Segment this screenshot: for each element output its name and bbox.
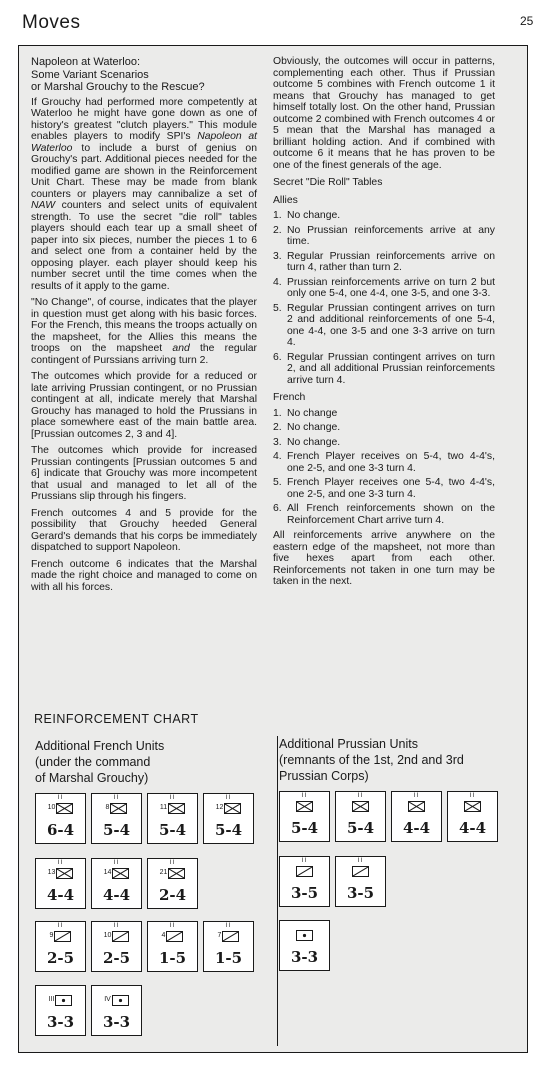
heading-line: or Marshal Grouchy to the Rescue? [31,81,205,93]
unit-symbol [92,801,141,815]
outcome-text: No change. [287,210,341,221]
unit-size-marker: II [357,858,364,864]
unit-symbol [336,799,385,813]
unit-symbol [336,864,385,878]
infantry-symbol-icon [113,869,128,878]
allies-outcome [273,210,495,222]
infantry-box [408,801,425,812]
french-unit-counter [91,985,142,1036]
unit-symbol [392,799,441,813]
cavalry-symbol-icon [55,932,70,941]
unit-strength: 1-5 [214,949,243,967]
unit-id: IV [104,996,111,1003]
unit-symbol [92,993,141,1007]
unit-symbol [280,928,329,942]
reinforcement-chart-title: REINFORCEMENT CHART [34,712,199,726]
unit-size-marker: II [169,860,176,866]
unit-symbol [36,801,85,815]
paragraph-reduced: The outcomes which provide for a reduced or late arriving Prussian contingent, or no Prussian contingent at all, indicate merely that Marshal Grouchy has managed to hold the Prussians in place somewhere east of the main battle area. [Prussian outcomes 2, 3 and 4]. [31,371,257,440]
paragraph-french-6: French outcome 6 indicates that the Marshal made the right choice and managed to come on with all his forces. [31,558,257,593]
prussian-unit-counter [279,856,330,907]
french-units-heading [35,738,255,786]
french-unit-counter [203,921,254,972]
allies-outcome [273,277,495,300]
heading-line: (under the command [35,755,151,769]
french-outcome [273,503,495,526]
section-title: Moves [22,12,81,33]
prussian-unit-counter [279,920,330,971]
french-outcome [273,437,495,449]
unit-size-marker: II [113,795,120,801]
cavalry-box [222,931,239,942]
cavalry-box [166,931,183,942]
unit-size-marker: II [413,793,420,799]
paragraph-intro: If Grouchy had performed more competently at Waterloo he might have gone down as one of history's greatest "clutch players." This module enables players to modify SPI's Napoleon at Waterloo to include a burst of genius on Grouchy's part. Additional pieces needed for the modified game are shown in the Reinforcement Unit Chart. These may be made from blank counters or players may cannibalize a set of NAW counters and select units of equivalent strength. To use the secret "die roll" tables players should each tear up a small sheet of paper into six pieces, number the pieces 1 to 6 and select one from a container held by the opposing player. each player should keep his number secret until the time comes when the results of it apply to the game. [31,96,257,292]
paragraph-increased: The outcomes which provide for increased Prussian contingents [Prussian outcomes 5 and 6] indicate that Grouchy was more incompetent that usual and managed to let all of the Prussians slip through his fingers. [31,445,257,502]
unit-size-marker: II [113,860,120,866]
unit-id: 10 [47,804,56,811]
french-list [273,408,495,527]
infantry-box [56,803,73,814]
unit-id: 10 [103,932,112,939]
paragraph-french-4-5: French outcomes 4 and 5 provide for the possibility that Grouchy heeded General Gerard's demands that his corps be immediately dispatched to support Napoleon. [31,507,257,553]
infantry-symbol-icon [353,802,368,811]
outcome-number: 5. [273,302,282,314]
allies-label: Allies [273,194,298,206]
artillery-symbol-icon [297,931,312,940]
unit-strength: 1-5 [158,949,187,967]
unit-strength: 2-5 [46,949,75,967]
unit-strength: 2-4 [158,886,187,904]
infantry-box [168,868,185,879]
unit-size-marker: II [57,860,64,866]
infantry-box [56,868,73,879]
unit-symbol [280,799,329,813]
unit-strength: 5-4 [346,819,375,837]
artillery-box [55,995,72,1006]
unit-symbol [148,866,197,880]
secret-tables-title: Secret "Die Roll" Tables [273,177,383,188]
unit-strength: 5-4 [290,819,319,837]
page-number: 25 [520,14,534,28]
unit-id: III [48,996,55,1003]
outcome-text: No change. [287,422,341,433]
outcome-text: Regular Prussian reinforcements arrive on turn 4, rather than turn 2. [287,250,495,273]
unit-size-marker: II [225,923,232,929]
left-column [31,56,257,598]
paragraph-patterns: Obviously, the outcomes will occur in patterns, complementing each other. Thus if Prussian outcome 5 combines with French outcome 1 it means that Grouchy has managed to get himself totally lost. On the other hand, Prussian outcome 2 combined with French outcomes 4 or 5 mean that the Marshal has managed a brilliant holding action. And if combined with outcome 6 it means that he has proven to be one of the finest generals of the age. [273,56,495,171]
unit-strength: 5-4 [102,821,131,839]
article-panel [18,45,528,1053]
outcome-number: 1. [273,210,282,221]
french-unit-counter [147,921,198,972]
heading-line: Some Variant Scenarios [31,68,149,81]
outcome-number: 2. [273,224,282,236]
outcome-number: 2. [273,422,282,433]
cavalry-symbol-icon [223,932,238,941]
unit-size-marker: II [225,795,232,801]
allies-outcome [273,352,495,387]
unit-strength: 3-5 [290,884,319,902]
outcome-text: Regular Prussian contingent arrives on turn 2, and all additional Prussian reinforcements arrive turn 4. [287,351,495,386]
unit-size-marker: II [57,795,64,801]
infantry-box [224,803,241,814]
outcome-number: 1. [273,407,282,419]
french-unit-counter [147,793,198,844]
unit-symbol [36,929,85,943]
infantry-symbol-icon [465,802,480,811]
prussian-unit-counter [335,856,386,907]
outcome-text: French Player receives on 5-4, two 4-4's, one 2-5, and one 3-3 turn 4. [287,451,495,474]
cavalry-symbol-icon [297,867,312,876]
unit-symbol [36,993,85,1007]
french-label: French [273,392,306,403]
unit-size-marker: II [169,795,176,801]
unit-id: 7 [217,932,222,939]
french-unit-counter [91,921,142,972]
cavalry-box [352,866,369,877]
french-outcome [273,451,495,474]
unit-id: 4 [161,932,166,939]
unit-size-marker: II [169,923,176,929]
allies-outcome [273,225,495,248]
cavalry-box [296,866,313,877]
outcome-text: No change [287,407,338,419]
infantry-symbol-icon [57,804,72,813]
cavalry-symbol-icon [167,932,182,941]
heading-line: of Marshal Grouchy) [35,771,149,785]
unit-strength: 4-4 [102,886,131,904]
unit-strength: 3-3 [46,1013,75,1031]
outcome-number: 4. [273,451,282,462]
infantry-box [464,801,481,812]
infantry-symbol-icon [111,804,126,813]
unit-symbol [448,799,497,813]
page-header [0,0,538,36]
prussian-unit-counter [391,791,442,842]
unit-symbol [92,866,141,880]
unit-id: 13 [47,869,56,876]
allies-list [273,210,495,386]
paragraph-arrivals: All reinforcements arrive anywhere on the eastern edge of the mapsheet, not more than five hexes apart from each other. Reinforcements not taken in one turn may be taken in the next. [273,530,495,587]
cavalry-box [112,931,129,942]
french-outcome [273,408,495,420]
infantry-symbol-icon [409,802,424,811]
unit-size-marker: II [301,793,308,799]
unit-strength: 4-4 [458,819,487,837]
outcome-number: 6. [273,351,282,363]
allies-outcome [273,251,495,274]
artillery-symbol-icon [56,996,71,1005]
heading-line: Prussian Corps) [279,769,369,783]
unit-strength: 3-3 [102,1013,131,1031]
unit-size-marker: II [357,793,364,799]
french-unit-counter [147,858,198,909]
prussian-unit-counter [279,791,330,842]
unit-symbol [148,929,197,943]
french-unit-counter [91,793,142,844]
unit-strength: 4-4 [46,886,75,904]
unit-symbol [36,866,85,880]
unit-id: 11 [159,804,168,811]
artillery-box [112,995,129,1006]
unit-symbol [204,801,253,815]
prussian-unit-counter [335,791,386,842]
french-unit-counter [35,985,86,1036]
infantry-box [168,803,185,814]
unit-strength: 5-4 [158,821,187,839]
heading-line: Additional French Units [35,739,165,753]
outcome-number: 3. [273,250,282,262]
unit-id: 9 [49,932,54,939]
right-column [273,56,495,593]
infantry-symbol-icon [225,804,240,813]
chart-divider [277,736,278,1046]
cavalry-symbol-icon [353,867,368,876]
unit-strength: 3-3 [290,948,319,966]
unit-size-marker: II [113,923,120,929]
outcome-number: 5. [273,477,282,488]
infantry-box [110,803,127,814]
french-unit-counter [91,858,142,909]
unit-size-marker: II [57,923,64,929]
article-heading [31,56,257,94]
infantry-box [112,868,129,879]
infantry-symbol-icon [169,804,184,813]
prussian-unit-counter [447,791,498,842]
infantry-symbol-icon [297,802,312,811]
outcome-number: 4. [273,276,282,288]
paragraph-no-change: "No Change", of course, indicates that the player in question must get along with his basic forces. For the French, this means the troops actually on the mapsheet, for the Allies this means the troops on the mapsheet and the regular contingent of Purssians arriving turn 2. [31,297,258,366]
unit-strength: 5-4 [214,821,243,839]
unit-symbol [92,929,141,943]
outcome-number: 6. [273,503,282,514]
unit-symbol [148,801,197,815]
unit-strength: 4-4 [402,819,431,837]
french-unit-counter [203,793,254,844]
unit-id: 14 [103,869,112,876]
game-title: Napoleon at Waterloo [31,131,257,154]
french-unit-counter [35,793,86,844]
french-outcome [273,477,495,500]
outcome-text: Regular Prussian contingent arrives on turn 2 and additional reinforcements of one 5-4, one 4-4, one 3-5 and one 3-3 arrive on turn 4. [287,302,495,348]
unit-strength: 6-4 [46,821,75,839]
french-unit-counter [35,858,86,909]
prussian-units-heading [279,736,519,784]
allies-outcome [273,303,495,349]
infantry-box [296,801,313,812]
french-unit-counter [35,921,86,972]
unit-id: 21 [159,869,168,876]
unit-id: 8 [105,804,110,811]
game-abbrev: NAW [31,200,56,211]
outcome-text: No change. [287,436,341,448]
unit-symbol [204,929,253,943]
outcome-text: Prussian reinforcements arrive on turn 2 but only one 5-4, one 4-4, one 3-5, and one 3-3. [287,276,495,299]
outcome-text: All French reinforcements shown on the Reinforcement Chart arrive turn 4. [287,503,495,526]
cavalry-box [54,931,71,942]
unit-id: 12 [215,804,224,811]
unit-size-marker: II [301,858,308,864]
french-outcome [273,422,495,434]
outcome-number: 3. [273,436,282,448]
unit-strength: 2-5 [102,949,131,967]
outcome-text: No Prussian reinforcements arrive at any time. [287,224,495,247]
infantry-symbol-icon [169,869,184,878]
artillery-box [296,930,313,941]
artillery-symbol-icon [113,996,128,1005]
infantry-symbol-icon [57,869,72,878]
outcome-text: French Player receives one 5-4, two 4-4's, one 2-5, and one 3-3 turn 4. [287,477,495,500]
unit-size-marker: II [469,793,476,799]
heading-line: Napoleon at Waterloo: [31,56,141,68]
heading-line: Additional Prussian Units [279,737,418,751]
infantry-box [352,801,369,812]
unit-strength: 3-5 [346,884,375,902]
unit-symbol [280,864,329,878]
heading-line: (remnants of the 1st, 2nd and 3rd [279,753,464,767]
cavalry-symbol-icon [113,932,128,941]
